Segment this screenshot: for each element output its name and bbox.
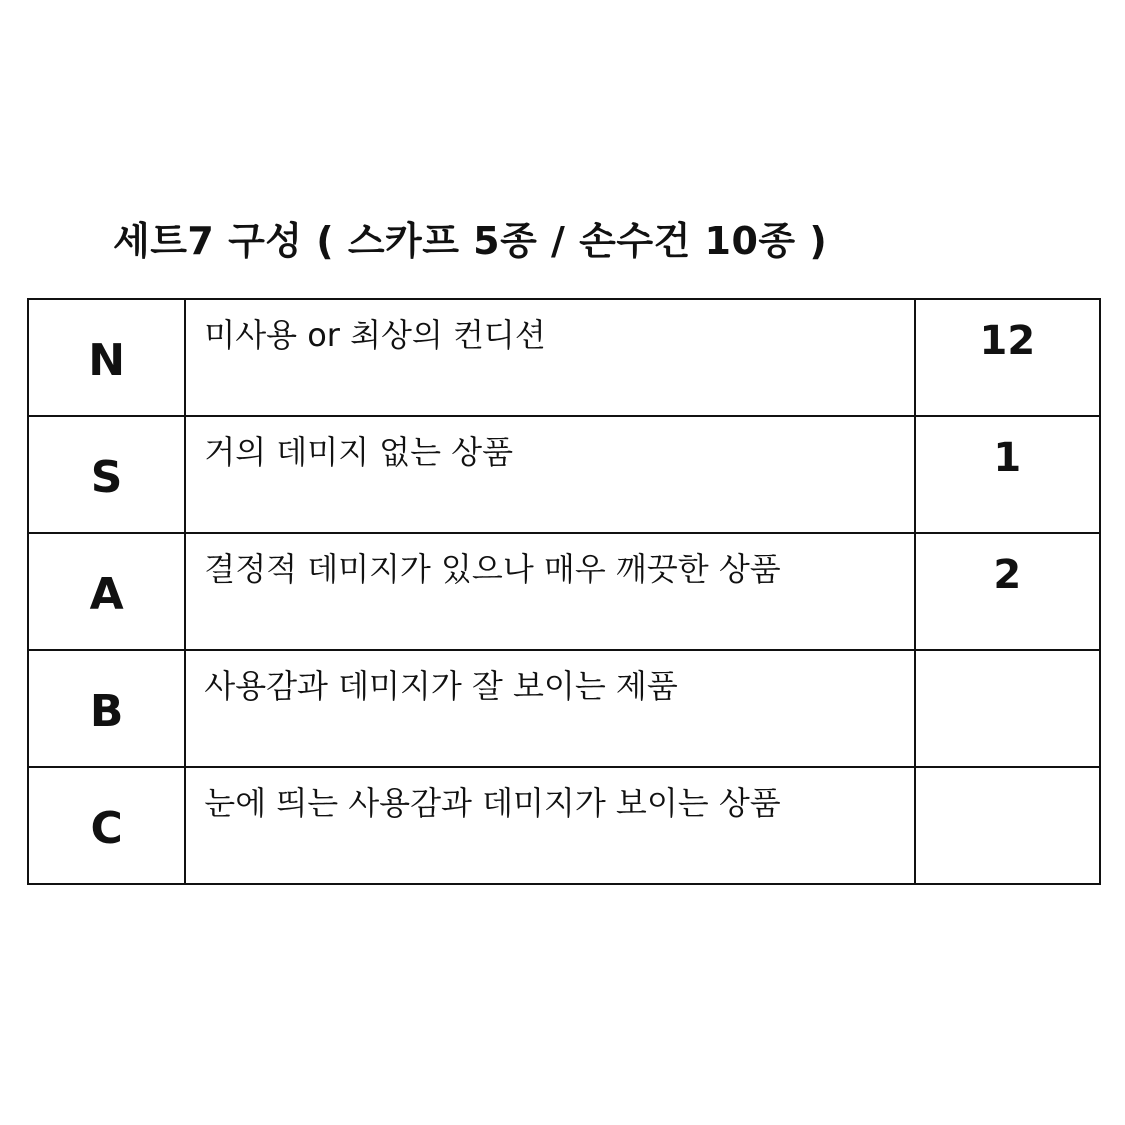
table-row xyxy=(28,533,1100,650)
item-count xyxy=(915,650,1100,767)
item-count xyxy=(915,767,1100,884)
table-row xyxy=(28,299,1100,416)
grade-description: 거의 데미지 없는 상품 xyxy=(185,416,914,533)
grade-label: S xyxy=(28,416,185,533)
set-title: 세트7 구성 ( 스카프 5종 / 손수건 10종 ) xyxy=(113,219,828,263)
item-count: 2 xyxy=(915,533,1100,650)
grade-label: N xyxy=(28,299,185,416)
grade-table xyxy=(27,298,1101,885)
item-count: 12 xyxy=(915,299,1100,416)
grade-description: 결정적 데미지가 있으나 매우 깨끗한 상품 xyxy=(185,533,914,650)
grade-description: 사용감과 데미지가 잘 보이는 제품 xyxy=(185,650,914,767)
grade-label: A xyxy=(28,533,185,650)
grade-description: 눈에 띄는 사용감과 데미지가 보이는 상품 xyxy=(185,767,914,884)
table-row xyxy=(28,767,1100,884)
item-count: 1 xyxy=(915,416,1100,533)
table-row xyxy=(28,650,1100,767)
grade-description: 미사용 or 최상의 컨디션 xyxy=(185,299,914,416)
grade-label: B xyxy=(28,650,185,767)
grade-label: C xyxy=(28,767,185,884)
table-row xyxy=(28,416,1100,533)
